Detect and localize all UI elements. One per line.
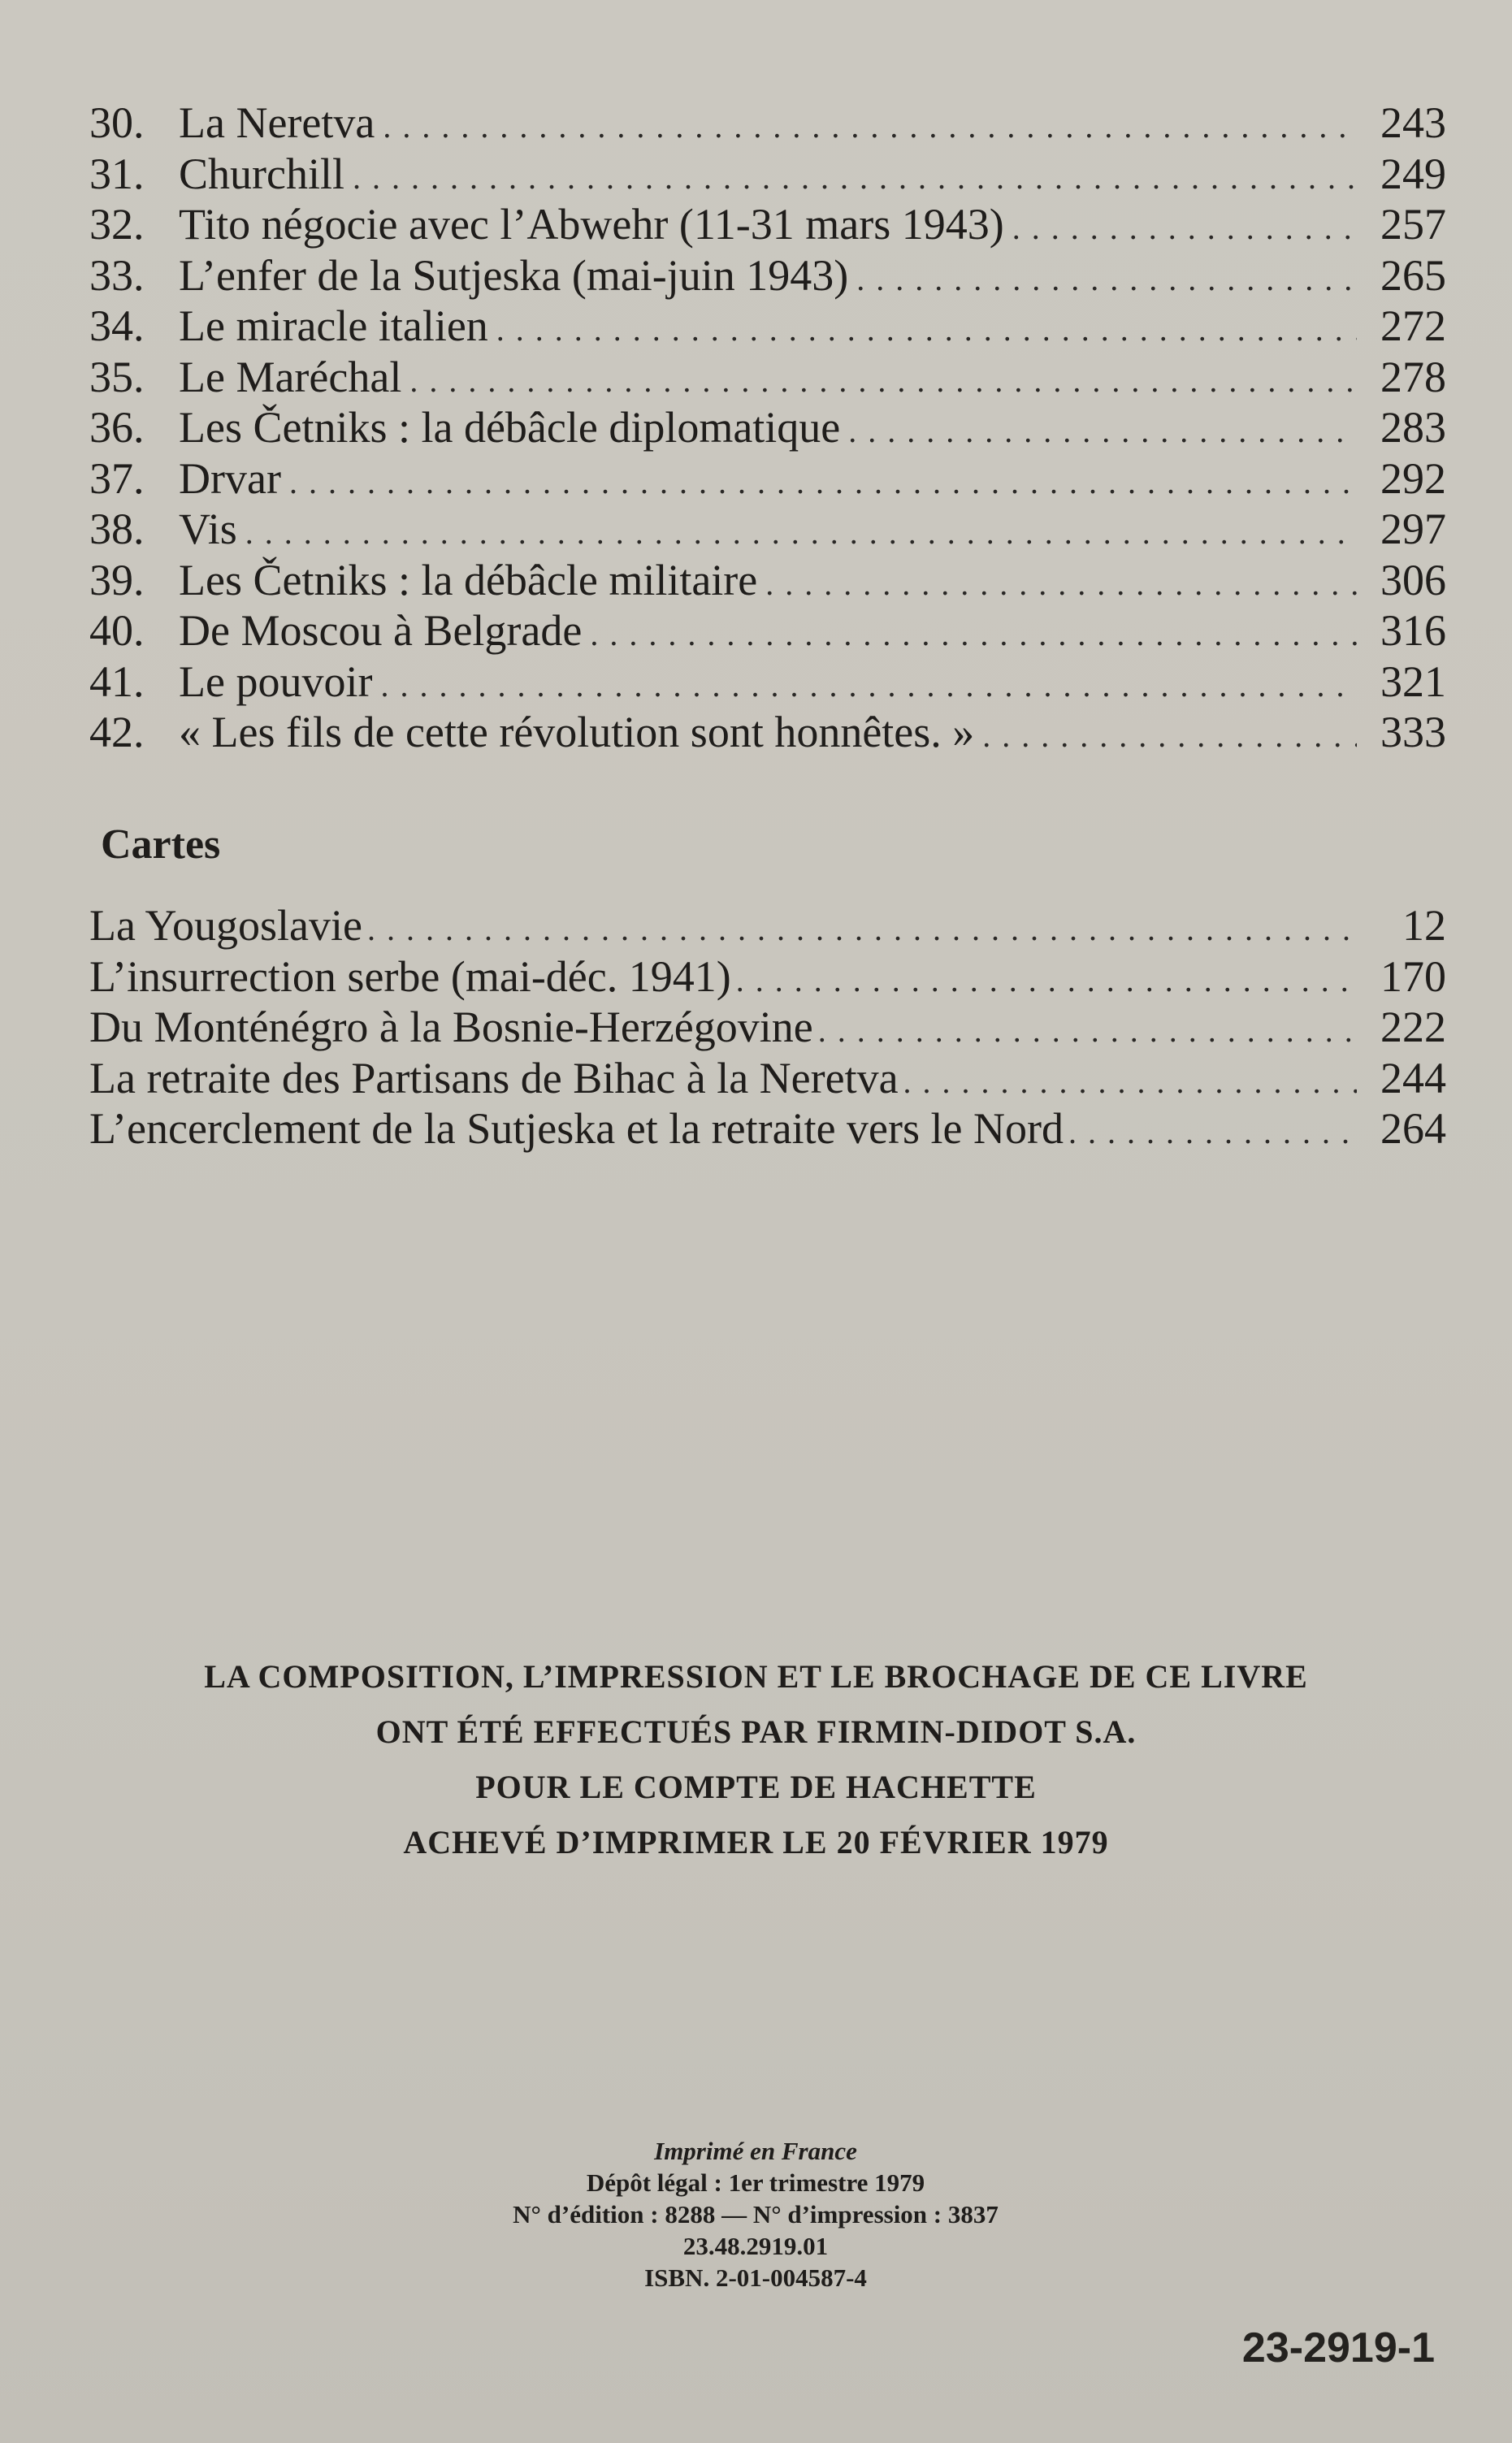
chapter-title: Tito négocie avec l’Abwehr (11-31 mars 1943) bbox=[179, 200, 1004, 249]
chapter-number: 32. bbox=[89, 200, 145, 249]
leader-dots bbox=[590, 609, 1357, 660]
chapter-page: 265 bbox=[1380, 250, 1446, 300]
map-entry bbox=[89, 1053, 1446, 1104]
imprint-block bbox=[390, 2135, 1121, 2294]
map-page: 12 bbox=[1402, 901, 1446, 950]
chapter-page: 292 bbox=[1380, 453, 1446, 503]
map-title: L’insurrection serbe (mai-déc. 1941) bbox=[89, 951, 731, 1001]
leader-dots bbox=[1068, 1107, 1357, 1158]
map-page: 222 bbox=[1380, 1003, 1446, 1051]
chapter-number: 37. bbox=[89, 453, 145, 503]
printer-colophon bbox=[162, 1649, 1350, 1870]
isbn: ISBN. 2-01-004587-4 bbox=[644, 2263, 867, 2292]
colophon-line: ONT ÉTÉ EFFECTUÉS PAR FIRMIN-DIDOT S.A. bbox=[375, 1713, 1137, 1750]
leader-dots bbox=[982, 711, 1357, 761]
toc-entry bbox=[89, 453, 1446, 505]
leader-dots bbox=[289, 457, 1357, 508]
leader-dots bbox=[818, 1006, 1357, 1056]
toc-entry bbox=[89, 352, 1446, 403]
leader-dots bbox=[1012, 203, 1357, 253]
print-code: 23.48.2919.01 bbox=[682, 2232, 829, 2260]
toc-entry bbox=[89, 605, 1446, 656]
chapter-title: De Moscou à Belgrade bbox=[179, 606, 583, 655]
chapter-page: 243 bbox=[1380, 98, 1446, 147]
leader-dots bbox=[736, 955, 1357, 1006]
toc-entry bbox=[89, 656, 1446, 708]
chapter-title: Vis bbox=[179, 505, 237, 553]
book-code: 23-2919-1 bbox=[1241, 2324, 1435, 2372]
chapter-title: « Les fils de cette révolution sont honnêtes. » bbox=[179, 708, 975, 756]
map-title: La Yougoslavie bbox=[89, 901, 362, 950]
chapter-page: 316 bbox=[1380, 606, 1446, 655]
chapter-title: L’enfer de la Sutjeska (mai-juin 1943) bbox=[179, 250, 849, 300]
toc-entry bbox=[89, 97, 1446, 149]
chapter-page: 249 bbox=[1380, 149, 1446, 198]
chapter-page: 278 bbox=[1380, 352, 1446, 401]
map-title: L’encerclement de la Sutjeska et la retraite vers le Nord bbox=[89, 1104, 1064, 1153]
chapter-number: 39. bbox=[89, 555, 145, 604]
leader-dots bbox=[765, 559, 1357, 609]
map-page: 244 bbox=[1380, 1053, 1446, 1102]
chapter-page: 272 bbox=[1380, 301, 1446, 350]
chapter-number: 31. bbox=[89, 149, 145, 198]
chapter-page: 297 bbox=[1380, 505, 1446, 553]
leader-dots bbox=[856, 254, 1357, 305]
chapter-number: 38. bbox=[89, 505, 145, 553]
map-entry bbox=[89, 951, 1446, 1003]
leader-dots bbox=[367, 904, 1357, 955]
leader-dots bbox=[848, 406, 1357, 457]
chapter-number: 41. bbox=[89, 656, 145, 706]
leader-dots bbox=[353, 153, 1357, 203]
chapter-title: La Neretva bbox=[179, 98, 375, 147]
chapter-number: 40. bbox=[89, 606, 145, 655]
chapter-title: Churchill bbox=[179, 149, 344, 198]
colophon-line: LA COMPOSITION, L’IMPRESSION ET LE BROCHAGE DE CE LIVRE bbox=[204, 1658, 1308, 1695]
chapter-page: 306 bbox=[1380, 555, 1446, 604]
maps-heading: Cartes bbox=[101, 821, 221, 868]
map-title: Du Monténégro à la Bosnie-Herzégovine bbox=[89, 1003, 813, 1051]
chapter-page: 257 bbox=[1380, 200, 1446, 249]
chapter-title: Les Četniks : la débâcle diplomatique bbox=[179, 403, 841, 452]
chapter-title: Drvar bbox=[179, 453, 281, 503]
toc-entry bbox=[89, 199, 1446, 250]
chapter-title: Le pouvoir bbox=[179, 656, 373, 706]
map-page: 264 bbox=[1380, 1104, 1446, 1153]
toc-entry bbox=[89, 707, 1446, 758]
edition-numbers: N° d’édition : 8288 — N° d’impression : 3837 bbox=[513, 2200, 999, 2229]
leader-dots bbox=[496, 305, 1357, 355]
leader-dots bbox=[903, 1057, 1357, 1107]
chapter-number: 42. bbox=[89, 708, 145, 756]
chapter-page: 283 bbox=[1380, 403, 1446, 452]
leader-dots bbox=[383, 102, 1357, 152]
printed-in: Imprimé en France bbox=[654, 2137, 857, 2165]
chapter-number: 35. bbox=[89, 352, 145, 401]
toc-entry bbox=[89, 504, 1446, 555]
chapter-page: 333 bbox=[1380, 708, 1446, 756]
chapter-title: Le Maréchal bbox=[179, 352, 402, 401]
chapter-page: 321 bbox=[1380, 656, 1446, 706]
chapter-number: 30. bbox=[89, 98, 145, 147]
colophon-line: POUR LE COMPTE DE HACHETTE bbox=[475, 1769, 1037, 1805]
chapter-title: Les Četniks : la débâcle militaire bbox=[179, 555, 758, 604]
map-entry bbox=[89, 900, 1446, 951]
toc-entry bbox=[89, 301, 1446, 352]
chapter-number: 33. bbox=[89, 250, 145, 300]
legal-deposit: Dépôt légal : 1er trimestre 1979 bbox=[586, 2168, 925, 2197]
toc-entry bbox=[89, 149, 1446, 200]
toc-entry bbox=[89, 555, 1446, 606]
chapter-title: Le miracle italien bbox=[179, 301, 488, 350]
map-page: 170 bbox=[1380, 951, 1446, 1001]
toc-entry bbox=[89, 250, 1446, 301]
map-title: La retraite des Partisans de Bihac à la Neretva bbox=[89, 1053, 899, 1102]
toc-entry bbox=[89, 402, 1446, 453]
table-of-contents bbox=[89, 97, 1446, 758]
leader-dots bbox=[409, 356, 1357, 406]
chapter-number: 36. bbox=[89, 403, 145, 452]
colophon-line: ACHEVÉ D’IMPRIMER LE 20 FÉVRIER 1979 bbox=[403, 1824, 1109, 1860]
map-entry bbox=[89, 1103, 1446, 1154]
leader-dots bbox=[245, 508, 1357, 558]
leader-dots bbox=[380, 661, 1357, 711]
chapter-number: 34. bbox=[89, 301, 145, 350]
maps-list bbox=[89, 900, 1446, 1154]
map-entry bbox=[89, 1002, 1446, 1053]
